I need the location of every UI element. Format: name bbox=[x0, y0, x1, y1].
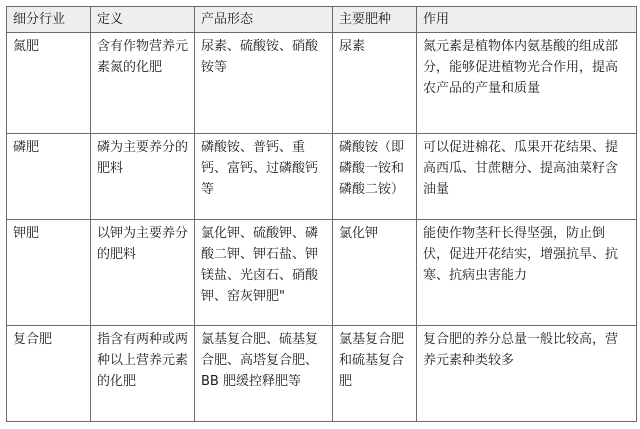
cell-main-types: 氯化钾 bbox=[333, 220, 417, 326]
cell-product-forms: 尿素、硫酸铵、硝酸铵等 bbox=[195, 33, 333, 134]
cell-main-types: 尿素 bbox=[333, 33, 417, 134]
header-category: 细分行业 bbox=[7, 7, 91, 33]
cell-function: 氮元素是植物体内氨基酸的组成部分，能够促进植物光合作用，提高农产品的产量和质量 bbox=[417, 33, 637, 134]
cell-main-types: 磷酸铵（即磷酸一铵和磷酸二铵） bbox=[333, 134, 417, 220]
cell-product-forms: 氯基复合肥、硫基复合肥、高塔复合肥、BB 肥缓控释肥等 bbox=[195, 326, 333, 422]
table-row bbox=[7, 134, 637, 220]
cell-main-types: 氯基复合肥和硫基复合肥 bbox=[333, 326, 417, 422]
cell-product-forms: 磷酸铵、普钙、重钙、富钙、过磷酸钙等 bbox=[195, 134, 333, 220]
header-product-forms: 产品形态 bbox=[195, 7, 333, 33]
header-function: 作用 bbox=[417, 7, 637, 33]
cell-function: 复合肥的养分总量一般比较高，营养元素种类较多 bbox=[417, 326, 637, 422]
cell-definition: 含有作物营养元素氮的化肥 bbox=[91, 33, 195, 134]
table-header bbox=[7, 7, 637, 33]
cell-definition: 磷为主要养分的肥料 bbox=[91, 134, 195, 220]
table-row bbox=[7, 33, 637, 134]
cell-function: 能使作物茎秆长得坚强，防止倒伏，促进开花结实，增强抗旱、抗寒、抗病虫害能力 bbox=[417, 220, 637, 326]
cell-category: 氮肥 bbox=[7, 33, 91, 134]
cell-function: 可以促进棉花、瓜果开花结果、提高西瓜、甘蔗糖分、提高油菜籽含油量 bbox=[417, 134, 637, 220]
header-definition: 定义 bbox=[91, 7, 195, 33]
cell-definition: 以钾为主要养分的肥料 bbox=[91, 220, 195, 326]
cell-category: 磷肥 bbox=[7, 134, 91, 220]
cell-category: 复合肥 bbox=[7, 326, 91, 422]
header-main-types: 主要肥种 bbox=[333, 7, 417, 33]
fertilizer-table bbox=[6, 6, 637, 422]
cell-definition: 指含有两种或两种以上营养元素的化肥 bbox=[91, 326, 195, 422]
header-row bbox=[7, 7, 637, 33]
table-body bbox=[7, 33, 637, 422]
cell-product-forms: 氯化钾、硫酸钾、磷酸二钾、钾石盐、钾镁盐、光卤石、硝酸钾、窑灰钾肥" bbox=[195, 220, 333, 326]
table-row bbox=[7, 220, 637, 326]
table-row bbox=[7, 326, 637, 422]
cell-category: 钾肥 bbox=[7, 220, 91, 326]
